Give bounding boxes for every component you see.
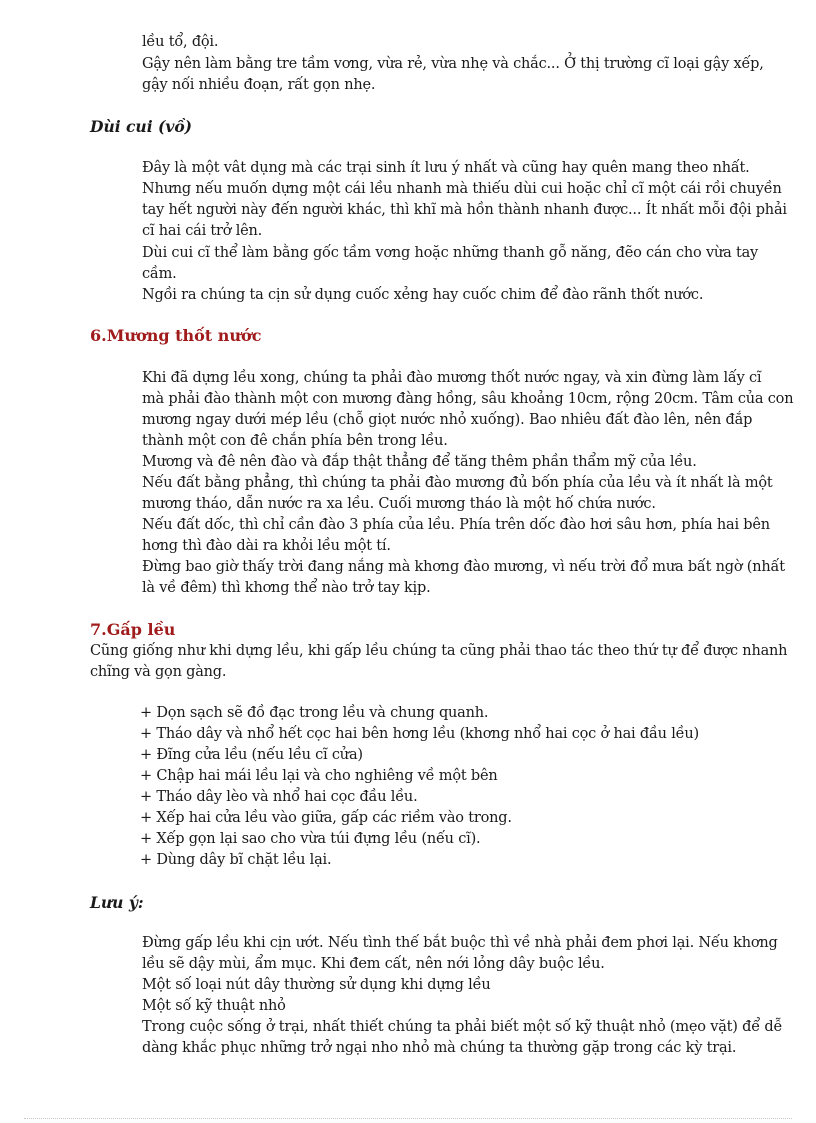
paragraph-line: Nhưng nếu muốn dựng một cái lều nhanh mà thiếu dùi cui hoặc chỉ cĩ một cái rồi chuyền (142, 181, 782, 197)
paragraph-line: Nếu đất dốc, thì chỉ cần đào 3 phía của lều. Phía trên dốc đào hơi sâu hơn, phía hai bên (142, 517, 770, 533)
list-item: + Tháo dây lèo và nhổ hai cọc đầu lều. (140, 789, 418, 805)
section-heading-dui-cui: Dùi cui (vồ) (90, 117, 192, 136)
paragraph-line: Dùi cui cĩ thể làm bằng gốc tầm vơng hoặc những thanh gỗ năng, đẽo cán cho vừa tay (142, 245, 759, 261)
paragraph-line: Mương và đê nên đào và đắp thật thẳng để tăng thêm phần thẩm mỹ của lều. (142, 454, 697, 470)
list-item: + Xếp gọn lại sao cho vừa túi đựng lều (nếu cĩ). (140, 831, 481, 847)
paragraph-line: là về đêm) thì khơng thể nào trở tay kịp. (142, 580, 431, 596)
paragraph-line: Đừng bao giờ thấy trời đang nắng mà khơng đào mương, vì nếu trời đổ mưa bất ngờ (nhất (142, 559, 785, 575)
paragraph-line: Đừng gấp lều khi cịn ướt. Nếu tình thế bắt buộc thì về nhà phải đem phơi lại. Nếu khơng (142, 935, 778, 951)
paragraph-line: gậy nối nhiều đoạn, rất gọn nhẹ. (142, 77, 376, 93)
paragraph-line: Gậy nên làm bằng tre tầm vơng, vừa rẻ, vừa nhẹ và chắc... Ở thị trường cĩ loại gậy xếp, (142, 56, 764, 72)
paragraph-line: Một số kỹ thuật nhỏ (142, 998, 286, 1014)
section-heading-luu-y: Lưu ý: (90, 893, 144, 912)
paragraph-line: Khi đã dựng lều xong, chúng ta phải đào mương thốt nước ngay, và xin đừng làm lấy cĩ (142, 370, 762, 386)
paragraph-line: Một số loại nút dây thường sử dụng khi dựng lều (142, 977, 491, 993)
list-item: + Dùng dây bĩ chặt lều lại. (140, 852, 332, 868)
paragraph-line: chĩng và gọn gàng. (90, 664, 227, 680)
paragraph-line: cĩ hai cái trở lên. (142, 223, 263, 239)
paragraph-line: cầm. (142, 266, 177, 282)
list-item: + Dọn sạch sẽ đồ đạc trong lều và chung quanh. (140, 705, 489, 721)
footer-divider (24, 1118, 792, 1119)
list-item: + Xếp hai cửa lều vào giữa, gấp các riềm vào trong. (140, 810, 512, 826)
paragraph-line: hơng thì đào dài ra khỏi lều một tí. (142, 538, 391, 554)
section-heading-gap-leu: 7.Gấp lều (90, 620, 176, 639)
paragraph-line: mà phải đào thành một con mương đàng hồng, sâu khoảng 10cm, rộng 20cm. Tâm của con (142, 391, 794, 407)
paragraph-line: Ngồi ra chúng ta cịn sử dụng cuốc xẻng hay cuốc chim để đào rãnh thốt nước. (142, 287, 704, 303)
list-item: + Đĩng cửa lều (nếu lều cĩ cửa) (140, 747, 363, 763)
list-item: + Chập hai mái lều lại và cho nghiêng về một bên (140, 768, 498, 784)
list-item: + Tháo dây và nhổ hết cọc hai bên hơng lều (khơng nhổ hai cọc ở hai đầu lều) (140, 726, 699, 742)
section-heading-muong-thot-nuoc: 6.Mương thốt nước (90, 326, 262, 345)
paragraph-line: Đây là một vât dụng mà các trại sinh ít lưu ý nhất và cũng hay quên mang theo nhất. (142, 160, 750, 176)
paragraph-line: mương tháo, dẫn nước ra xa lều. Cuối mương tháo là một hố chứa nước. (142, 496, 656, 512)
paragraph-line: lều tổ, đội. (142, 34, 219, 50)
paragraph-line: thành một con đê chắn phía bên trong lều. (142, 433, 448, 449)
paragraph-line: tay hết người này đến người khác, thì khĩ mà hồn thành nhanh được... Ít nhất mỗi đội phải (142, 202, 787, 218)
paragraph-line: lều sẽ dậy mùi, ẩm mục. Khi đem cất, nên nới lỏng dây buộc lều. (142, 956, 605, 972)
paragraph-line: Trong cuộc sống ở trại, nhất thiết chúng ta phải biết một số kỹ thuật nhỏ (mẹo vặt) để dễ (142, 1019, 783, 1035)
paragraph-line: Nếu đất bằng phẳng, thì chúng ta phải đào mương đủ bốn phía của lều và ít nhất là một (142, 475, 773, 491)
paragraph-line: mương ngay dưới mép lều (chỗ giọt nước nhỏ xuống). Bao nhiêu đất đào lên, nên đắp (142, 412, 753, 428)
paragraph-line: Cũng giống như khi dựng lều, khi gấp lều chúng ta cũng phải thao tác theo thứ tự để được nhanh (90, 643, 788, 659)
paragraph-line: dàng khắc phục những trở ngại nho nhỏ mà chúng ta thường gặp trong các kỳ trại. (142, 1040, 737, 1056)
